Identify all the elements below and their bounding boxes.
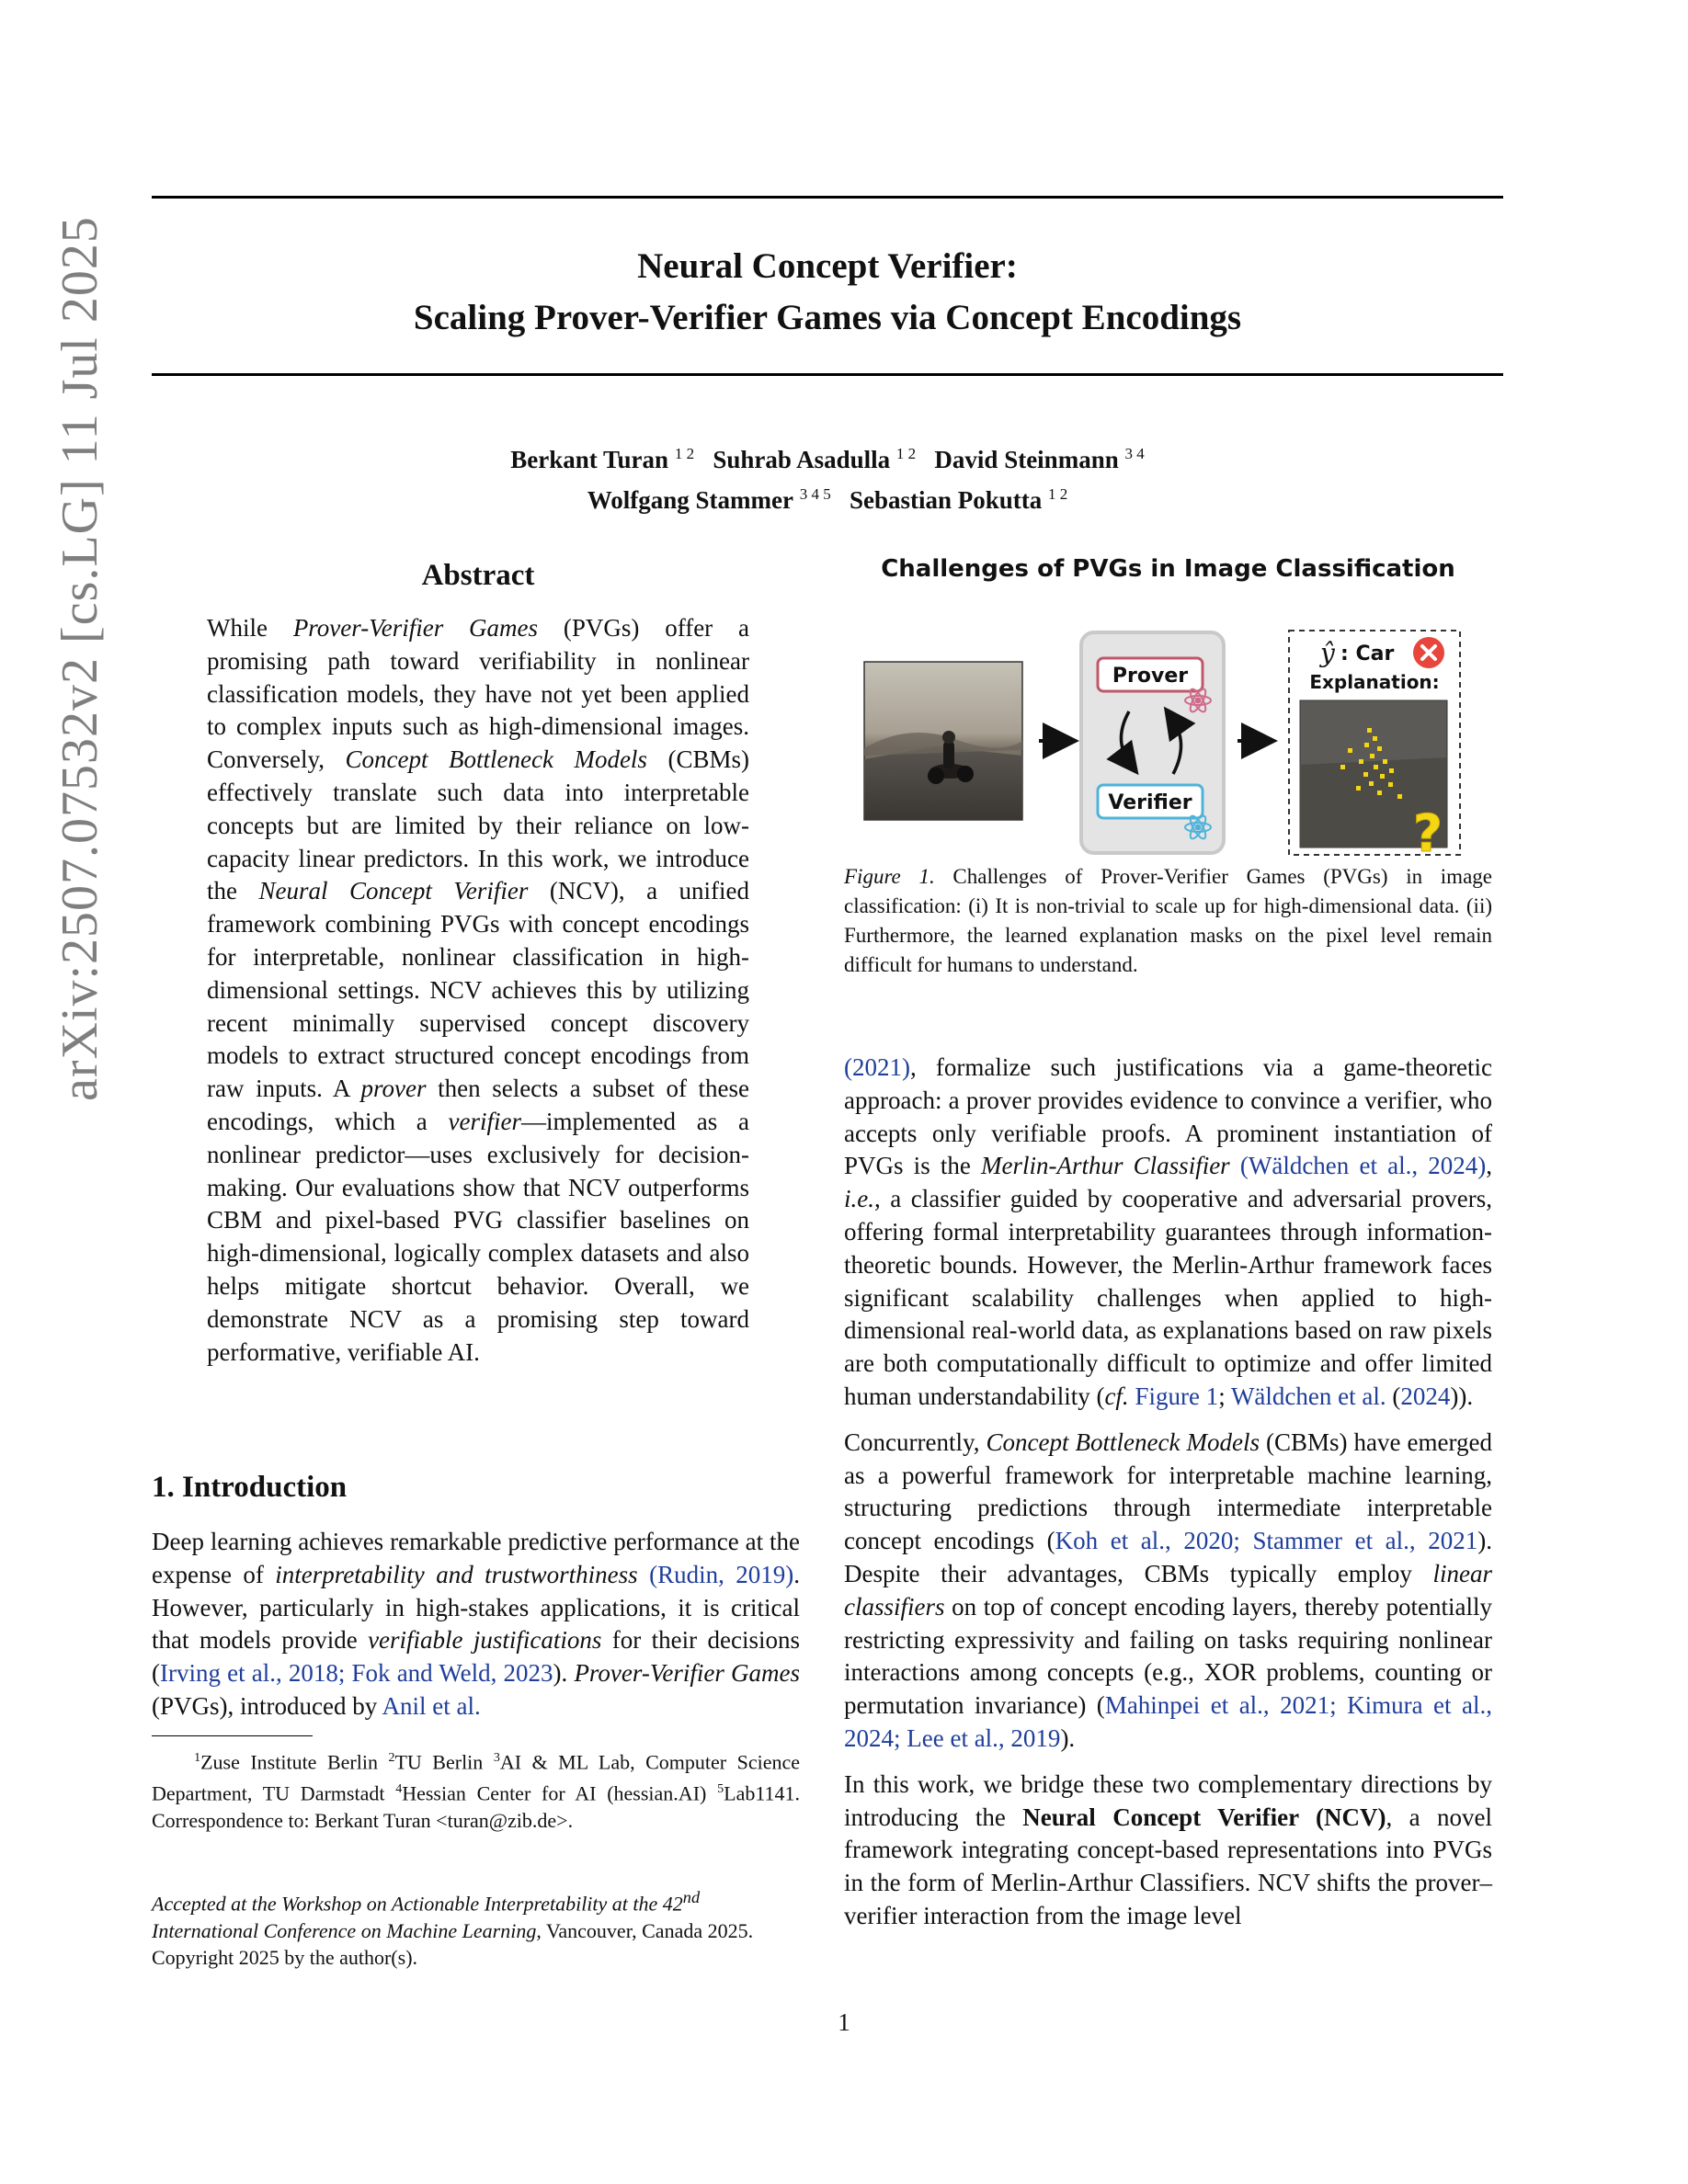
abstract-heading: Abstract xyxy=(421,559,535,592)
author-list xyxy=(152,437,1503,518)
citation-link[interactable]: Figure 1 xyxy=(1135,1382,1219,1410)
figure-title: Challenges of PVGs in Image Classification xyxy=(881,555,1455,583)
author-affiliation: 1 2 xyxy=(1048,485,1068,503)
author-name: Berkant Turan xyxy=(510,446,669,473)
figure-caption: Figure 1. Challenges of Prover-Verifier Games (PVGs) in image classification: (i) It is non-trivial to scale up for high-dimensional data. (ii) Furthermore, the learned explanation masks on the pixel level remain difficult for humans to understand. xyxy=(844,865,1492,976)
citation-link[interactable]: (Wäldchen et al., 2024) xyxy=(1239,1152,1487,1180)
title-bottom-rule xyxy=(152,373,1503,376)
citation-link[interactable]: (2021) xyxy=(844,1053,910,1081)
paragraph: (2021), formalize such justifications via a game-theoretic approach: a prover provides evidence to convince a verifier, who accepts only verifiable proofs. A prominent instantiation of PVGs is the Merlin-Arthur Classifier (Wäldchen et al., 2024), i.e., a classifier guided by cooperative and adversarial provers, offering formal interpretability guarantees through information-theoretic bounds. However, the Merlin-Arthur framework faces significant scalability challenges when applied to high-dimensional real-world data, as explanations based on raw pixels are both computationally difficult to optimize and offer limited human understandability (cf. Figure 1; Wäldchen et al. (2024)). xyxy=(844,1053,1492,1410)
verifier-label: Verifier xyxy=(1108,791,1192,814)
paragraph: Concurrently, Concept Bottleneck Models (CBMs) have emerged as a powerful framework for interpretable machine learning, structuring predictions through intermediate interpretable concept encodings (Koh et al., 2020; Stammer et al., 2021). Despite their advantages, CBMs typically employ linear classifiers on top of concept encoding layers, thereby potentially restricting expressivity and failing on tasks requiring nonlinear interactions among concepts (e.g., XOR problems, counting or permutation invariance) (Mahinpei et al., 2021; Kimura et al., 2024; Lee et al., 2019). xyxy=(844,1428,1493,1752)
author-name: Suhrab Asadulla xyxy=(713,446,891,473)
citation-link[interactable]: Irving et al., 2018; Fok and Weld, 2023 xyxy=(160,1659,553,1688)
author-affiliation: 3 4 xyxy=(1124,445,1145,462)
wrong-prediction-icon xyxy=(1413,637,1444,668)
footnote-rule xyxy=(152,1735,313,1736)
citation-link[interactable]: Mahinpei et al., 2021; Kimura et al., 2024; Lee et al., 2019 xyxy=(844,1691,1492,1752)
intro-paragraph: Deep learning achieves remarkable predictive performance at the expense of interpretability and trustworthiness (Rudin, 2019). However, particularly in high-stakes applications, it is critical that models provide verifiable justifications for their decisions (Irving et al., 2018; Fok and Weld, 2023). Prover-Verifier Games (PVGs), introduced by Anil et al. xyxy=(152,1528,800,1720)
top-rule xyxy=(152,196,1503,199)
paper-title xyxy=(152,241,1503,344)
author-line-2 xyxy=(152,477,1503,518)
author-name: David Steinmann xyxy=(934,446,1119,473)
figure-1 xyxy=(844,548,1492,860)
motorcycle-photo xyxy=(864,662,1022,820)
prediction-label: : Car xyxy=(1340,643,1395,665)
title-line-1: Neural Concept Verifier: xyxy=(637,246,1018,286)
acceptance-notice: Accepted at the Workshop on Actionable Interpretability at the 42nd International Conference on Machine Learning, Vancouver, Canada 2025. Copyright 2025 by the author(s). xyxy=(152,1888,754,1970)
page-number: 1 xyxy=(838,2008,850,2036)
explanation-panel xyxy=(1289,631,1460,860)
arxiv-identifier: arXiv:2507.07532v2 [cs.LG] 11 Jul 2025 xyxy=(51,216,108,1101)
author-line-1 xyxy=(152,437,1503,477)
author-affiliation: 1 2 xyxy=(674,445,695,462)
paragraph: In this work, we bridge these two complementary directions by introducing the Neural Concept Verifier (NCV), a novel framework integrating concept-based representations into PVGs in the form of Merlin-Arthur Classifiers. NCV shifts the prover–verifier interaction from the image level xyxy=(844,1769,1492,1929)
author-affiliation: 3 4 5 xyxy=(799,485,831,503)
citation-link[interactable]: Wäldchen et al. xyxy=(1230,1382,1386,1410)
prover-label: Prover xyxy=(1112,665,1189,688)
affiliation-footnote: $^1$Zuse Institute Berlin $^2$TU Berlin $^3$AI & ML Lab, Computer Science Department, TU Darmstadt $^4$Hessian Center for AI (hessian.AI) $^5$Lab1141. Correspondence to: Berkant Turan <turan@zib.de>. xyxy=(152,1750,801,1832)
author-affiliation: 1 2 xyxy=(895,445,917,462)
question-mark-icon: ? xyxy=(1412,804,1443,860)
explanation-label: Explanation: xyxy=(1309,671,1440,693)
citation-link[interactable]: (Rudin, 2019) xyxy=(649,1560,794,1588)
prover-verifier-box xyxy=(1081,632,1224,853)
citation-link[interactable]: Anil et al. xyxy=(382,1691,481,1720)
right-column-text xyxy=(844,1052,1492,1946)
section-heading-introduction: 1. Introduction xyxy=(152,1471,348,1504)
citation-link[interactable]: 2024 xyxy=(1400,1382,1451,1410)
citation-link[interactable]: Koh et al., 2020; Stammer et al., 2021 xyxy=(1055,1527,1478,1555)
prediction-symbol: ŷ xyxy=(1320,638,1335,668)
author-name: Sebastian Pokutta xyxy=(849,486,1043,514)
abstract-text: While Prover-Verifier Games (PVGs) offer a promising path toward verifiability in nonlinear classification models, they have not yet been applied to complex inputs such as high-dimensional images. Conversely, Concept Bottleneck Models (CBMs) effectively translate such data into interpretable concepts but are limited by their reliance on low-capacity linear predictors. In this work, we introduce the Neural Concept Verifier (NCV), a unified framework combining PVGs with concept encodings for interpretable, nonlinear classification in high-dimensional settings. NCV achieves this by utilizing recent minimally supervised concept discovery models to extract structured concept encodings from raw inputs. A prover then selects a subset of these encodings, which a verifier—implemented as a nonlinear predictor—uses exclusively for decision-making. Our evaluations show that NCV outperforms CBM and pixel-based PVG classifier baselines on high-dimensional, logically complex datasets and also helps mitigate shortcut behavior. Overall, we demonstrate NCV as a promising step toward performative, verifiable AI. xyxy=(207,614,750,1366)
title-line-2: Scaling Prover-Verifier Games via Concept Encodings xyxy=(413,298,1242,337)
author-name: Wolfgang Stammer xyxy=(587,486,793,514)
figure-diagram xyxy=(844,585,1492,860)
